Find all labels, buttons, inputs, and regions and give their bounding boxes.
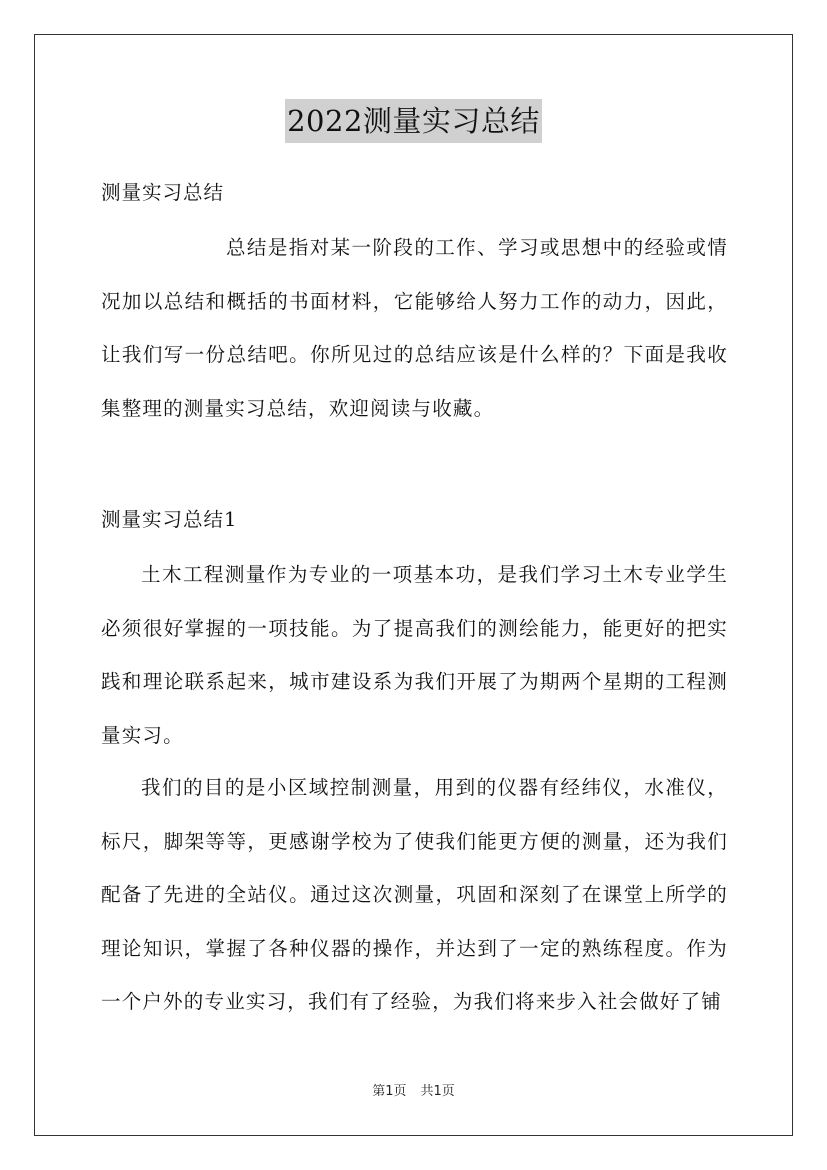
page-number: 第1页: [372, 1084, 407, 1099]
body-paragraph-1: 土木工程测量作为专业的一项基本功，是我们学习土木专业学生必须很好掌握的一项技能。为了提高我们的测绘能力，能更好的把实践和理论联系起来，城市建设系为我们开展了为期两个星期的工程测量实习。: [101, 563, 728, 747]
section-heading: 测量实习总结1: [101, 508, 238, 531]
subtitle: 测量实习总结: [101, 181, 225, 204]
intro-paragraph: 总结是指对某一阶段的工作、学习或思想中的经验或情况加以总结和概括的书面材料，它能够给人努力工作的动力，因此，让我们写一份总结吧。你所见过的总结应该是什么样的？下面是我收集整理的测量实习总结，欢迎阅读与收藏。: [101, 236, 728, 420]
document-title: 2022测量实习总结: [285, 99, 542, 143]
title-container: [0, 99, 827, 143]
body-paragraph-2: 我们的目的是小区域控制测量，用到的仪器有经纬仪，水准仪，标尺，脚架等等，更感谢学校为了使我们能更方便的测量，还为我们配备了先进的全站仪。通过这次测量，巩固和深刻了在课堂上所学的理论知识，掌握了各种仪器的操作，并达到了一定的熟练程度。作为一个户外的专业实习，我们有了经验，为我们将来步入社会做好了铺: [101, 776, 728, 1013]
page-count: 共1页: [420, 1084, 455, 1099]
page-footer: [0, 1083, 827, 1101]
